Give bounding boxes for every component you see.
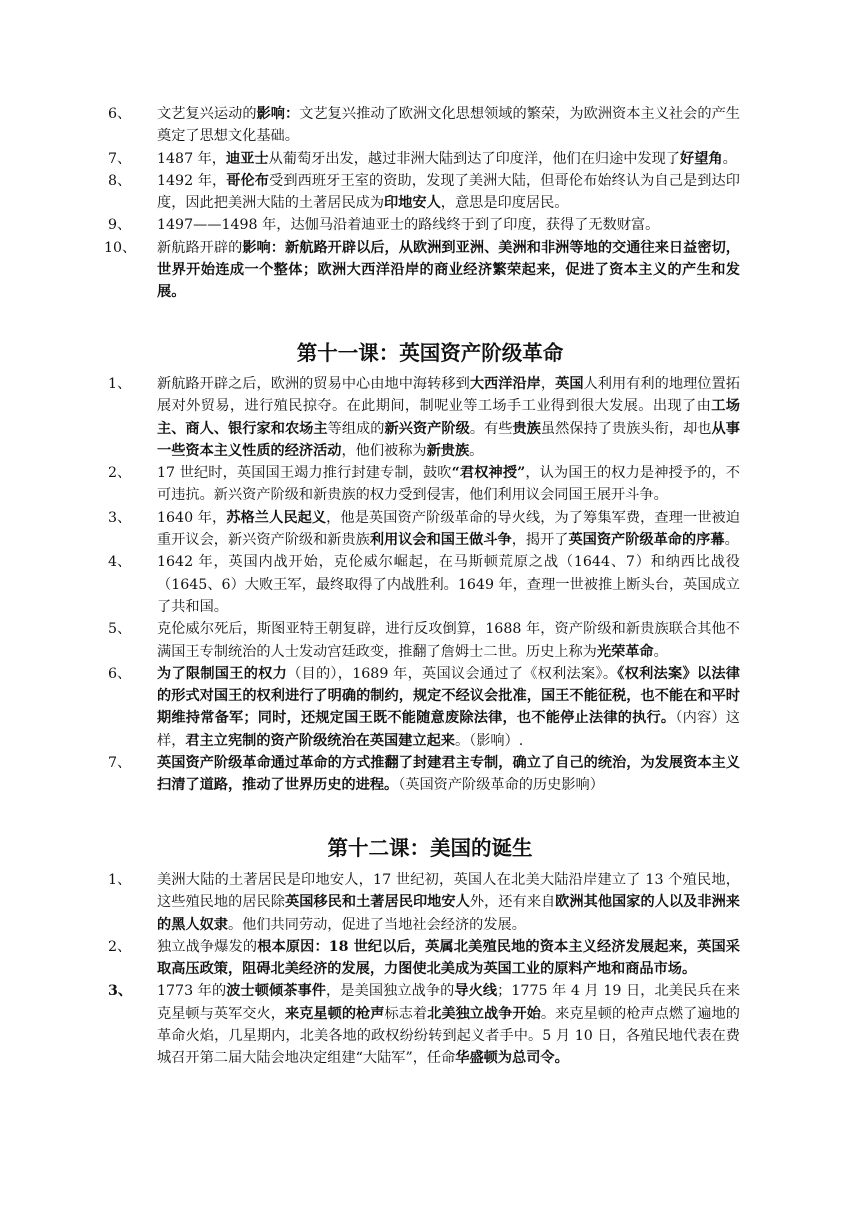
text-segment: ， bbox=[540, 376, 556, 392]
text-segment: 1487 年， bbox=[157, 150, 226, 167]
bold-text: 利用议会和国王做斗争 bbox=[369, 532, 512, 549]
text-segment: 。 bbox=[724, 532, 739, 549]
list-item bbox=[108, 551, 740, 618]
text-segment: 。 bbox=[653, 643, 668, 660]
text-segment: 标志着 bbox=[384, 1005, 428, 1022]
item-number: 3、 bbox=[108, 983, 133, 1000]
bold-text: 工场主、商人、银行家和农场主 bbox=[157, 398, 740, 437]
lesson-11-title: 第十一课：英国资产阶级革命 bbox=[296, 341, 564, 365]
text-segment: （内容）这样， bbox=[157, 710, 740, 749]
text-segment: 虽然保持了贵族头衔，却也 bbox=[540, 420, 712, 437]
list-item bbox=[104, 237, 740, 304]
bold-text: 欧洲其他国家的人以及非洲来的黑人奴隶 bbox=[157, 894, 740, 933]
bold-text: 《权利法案》以法律的形式对国王的权利进行了明确的制约，规定不经议会批准，国王不能征税，也不能在和平时期维持常备军；同时，还规定国王既不能随意废除法律，也不能停止法律的执行。 bbox=[157, 665, 740, 727]
text-segment: 美洲大陆的土著居民是印地安人，17 世纪初，英国人在北美大陆沿岸建立了 13 个殖民地，这些殖民地的居民除 bbox=[157, 872, 740, 911]
bold-text: 好望角 bbox=[680, 150, 723, 167]
item-number: 8、 bbox=[108, 172, 132, 189]
bold-text: 苏格兰人民起义 bbox=[226, 509, 327, 526]
text-segment: （目的），1689 年，英国议会通过了《权利法案》。 bbox=[287, 665, 618, 682]
bold-text: 君主立宪制的资产阶级统治在英国建立起来 bbox=[185, 732, 455, 749]
item-number: 9、 bbox=[108, 217, 132, 234]
text-segment: 受到西班牙王室的资助，发现了美洲大陆，但哥伦布始终认为自己是到达印度，因此把美洲大陆的土著居民成为 bbox=[157, 172, 740, 212]
list-item bbox=[108, 170, 740, 215]
bold-text: 光荣革命 bbox=[596, 643, 654, 660]
exploration-list bbox=[104, 103, 740, 304]
bold-text: 华盛顿为总司令。 bbox=[455, 1050, 569, 1067]
text-segment: 。有些 bbox=[469, 420, 513, 437]
bold-text: 大西洋沿岸 bbox=[469, 376, 541, 392]
list-item bbox=[108, 148, 740, 170]
text-segment: 独立战争爆发的 bbox=[157, 938, 258, 955]
bold-text: 英国资产阶级革命通过革命的方式推翻了封建君主专制，确立了自己的统治，为发展资本主义扫清了道路，推动了世界历史的进程。 bbox=[157, 755, 740, 794]
text-segment: 文艺复兴运动的 bbox=[157, 106, 257, 122]
list-item bbox=[108, 373, 740, 462]
text-segment: 文艺复兴推动了欧洲文化思想领域的繁荣，为欧洲资本主义社会的产生奠定了思想文化基础。 bbox=[157, 106, 740, 145]
list-item bbox=[108, 663, 740, 752]
bold-text: 导火线 bbox=[454, 983, 498, 1000]
bold-text: 影响： bbox=[242, 239, 285, 256]
text-segment: ；1775 年 4 月 19 日，北美民兵在来克星顿与英军交火， bbox=[157, 983, 740, 1022]
text-segment: ，是美国独立战争的 bbox=[326, 983, 455, 1000]
list-item bbox=[108, 507, 740, 552]
text-segment: 1497——1498 年，达伽马沿着迪亚士的路线终于到了印度，获得了无数财富。 bbox=[157, 217, 660, 234]
item-number: 4、 bbox=[108, 554, 132, 571]
text-segment: 1492 年， bbox=[157, 172, 227, 189]
bold-text: 新贵族 bbox=[426, 442, 470, 459]
list-item bbox=[108, 980, 740, 1069]
bold-text: 根本原因： bbox=[257, 938, 329, 955]
text-segment: ，意思是印度居民。 bbox=[440, 195, 569, 212]
text-segment: 等组成的 bbox=[327, 420, 385, 437]
list-item bbox=[108, 103, 740, 148]
text-segment: 从葡萄牙出发，越过非洲大陆到达了印度洋，他们在归途中发现了 bbox=[268, 150, 681, 167]
text-segment: 1773 年的 bbox=[157, 983, 227, 1000]
item-number: 5、 bbox=[108, 621, 132, 638]
lesson-12-list bbox=[108, 869, 740, 1070]
bold-text: 从事一些资本主义性质的经济活动 bbox=[157, 420, 740, 459]
bold-text: 新兴资产阶级 bbox=[384, 420, 470, 437]
item-number: 2、 bbox=[108, 938, 132, 955]
text-segment: 新航路开辟之后，欧洲的贸易中心由地中海转移到 bbox=[157, 376, 470, 392]
item-number: 1、 bbox=[108, 872, 132, 888]
text-segment: 。 bbox=[469, 442, 484, 459]
bold-text: 北美独立战争开始 bbox=[427, 1005, 541, 1022]
list-item bbox=[108, 462, 740, 507]
text-segment: （英国资产阶级革命的历史影响） bbox=[398, 777, 604, 794]
item-number: 10、 bbox=[104, 239, 137, 256]
lesson-11-list bbox=[108, 373, 740, 797]
bold-text: 印地安人 bbox=[384, 195, 441, 212]
item-number: 7、 bbox=[108, 755, 132, 772]
bold-text: 迪亚士 bbox=[226, 150, 269, 167]
list-item bbox=[108, 869, 740, 936]
lesson-12-title: 第十二课：美国的诞生 bbox=[327, 836, 533, 860]
item-number: 1、 bbox=[108, 376, 132, 392]
item-number: 7、 bbox=[108, 150, 132, 167]
text-segment: 1642 年，英国内战开始，克伦威尔崛起，在马斯顿荒原之战（1644、7）和纳西比战役（1645、6）大败王军，最终取得了内战胜利。1649 年，查理一世被推上断头台，英国成立了共和国。 bbox=[157, 554, 740, 615]
bold-text: 英国 bbox=[555, 376, 584, 392]
text-segment: 17 世纪时，英国国王竭力推行封建专制，鼓吹 bbox=[157, 465, 452, 482]
bold-text: 为了限制国王的权力 bbox=[157, 665, 288, 682]
item-number: 6、 bbox=[108, 665, 132, 682]
bold-text: 波士顿倾茶事件 bbox=[226, 983, 327, 1000]
text-segment: 人利用有利的地理位置拓展对外贸易，进行殖民掠夺。在此期间，制呢业等工场手工业得到很大发展。出现了由 bbox=[157, 376, 740, 415]
text-segment: 克伦威尔死后，斯图亚特王朝复辟，进行反攻倒算，1688 年，资产阶级和新贵族联合其他不满国王专制统治的人士发动宫廷政变，推翻了詹姆士二世。历史上称为 bbox=[157, 621, 740, 660]
text-segment: 外，还有来自 bbox=[469, 894, 556, 911]
bold-text: 哥伦布 bbox=[226, 172, 270, 189]
item-number: 2、 bbox=[108, 465, 132, 482]
text-segment: ，他们被称为 bbox=[341, 442, 427, 459]
item-number: 6、 bbox=[108, 106, 132, 122]
bold-text: 影响： bbox=[256, 106, 300, 122]
text-segment: ，他是英国资产阶级革命的导火线，为了筹集军费，查理一世被迫重开议会，新兴资产阶级和新贵族 bbox=[157, 509, 740, 549]
text-segment: 。来克星顿的枪声点燃了遍地的革命火焰，几星期内，北美各地的政权纷纷转到起义者手中。5 月 10 日，各殖民地代表在费城召开第二届大陆会地决定组建“大陆军”，任命 bbox=[157, 1005, 740, 1067]
bold-text: 英国资产阶级革命的序幕 bbox=[568, 532, 725, 549]
list-item bbox=[108, 752, 740, 797]
bold-text: “君权神授” bbox=[451, 465, 526, 482]
text-segment: 1640 年， bbox=[157, 509, 227, 526]
list-item bbox=[108, 936, 740, 981]
text-segment: ，认为国王的权力是神授予的，不可违抗。新兴资产阶级和新贵族的权力受到侵害，他们利用议会同国王展开斗争。 bbox=[157, 465, 740, 504]
text-segment: 新航路开辟的 bbox=[157, 239, 243, 256]
item-number: 3、 bbox=[108, 509, 132, 526]
list-item bbox=[108, 214, 740, 236]
text-segment: 。（影响）. bbox=[454, 732, 524, 749]
text-segment: 。 bbox=[722, 150, 737, 167]
bold-text: 新航路开辟以后，从欧洲到亚洲、美洲和非洲等地的交通往来日益密切，世界开始连成一个整体；欧洲大西洋沿岸的商业经济繁荣起来，促进了资本主义的产生和发展。 bbox=[157, 239, 740, 301]
bold-text: 贵族 bbox=[512, 420, 541, 437]
bold-text: 来克星顿的枪声 bbox=[284, 1005, 385, 1022]
bold-text: 英国移民和土著居民印地安人 bbox=[284, 894, 470, 911]
list-item bbox=[108, 618, 740, 663]
text-segment: 。他们共同劳动，促进了当地社会经济的发展。 bbox=[227, 916, 526, 933]
bold-text: 18 世纪以后，英属北美殖民地的资本主义经济发展起来，英国采取高压政策，阻碍北美经济的发展，力图使北美成为英国工业的原料产地和商品市场。 bbox=[157, 938, 740, 978]
text-segment: ，揭开了 bbox=[511, 532, 569, 549]
